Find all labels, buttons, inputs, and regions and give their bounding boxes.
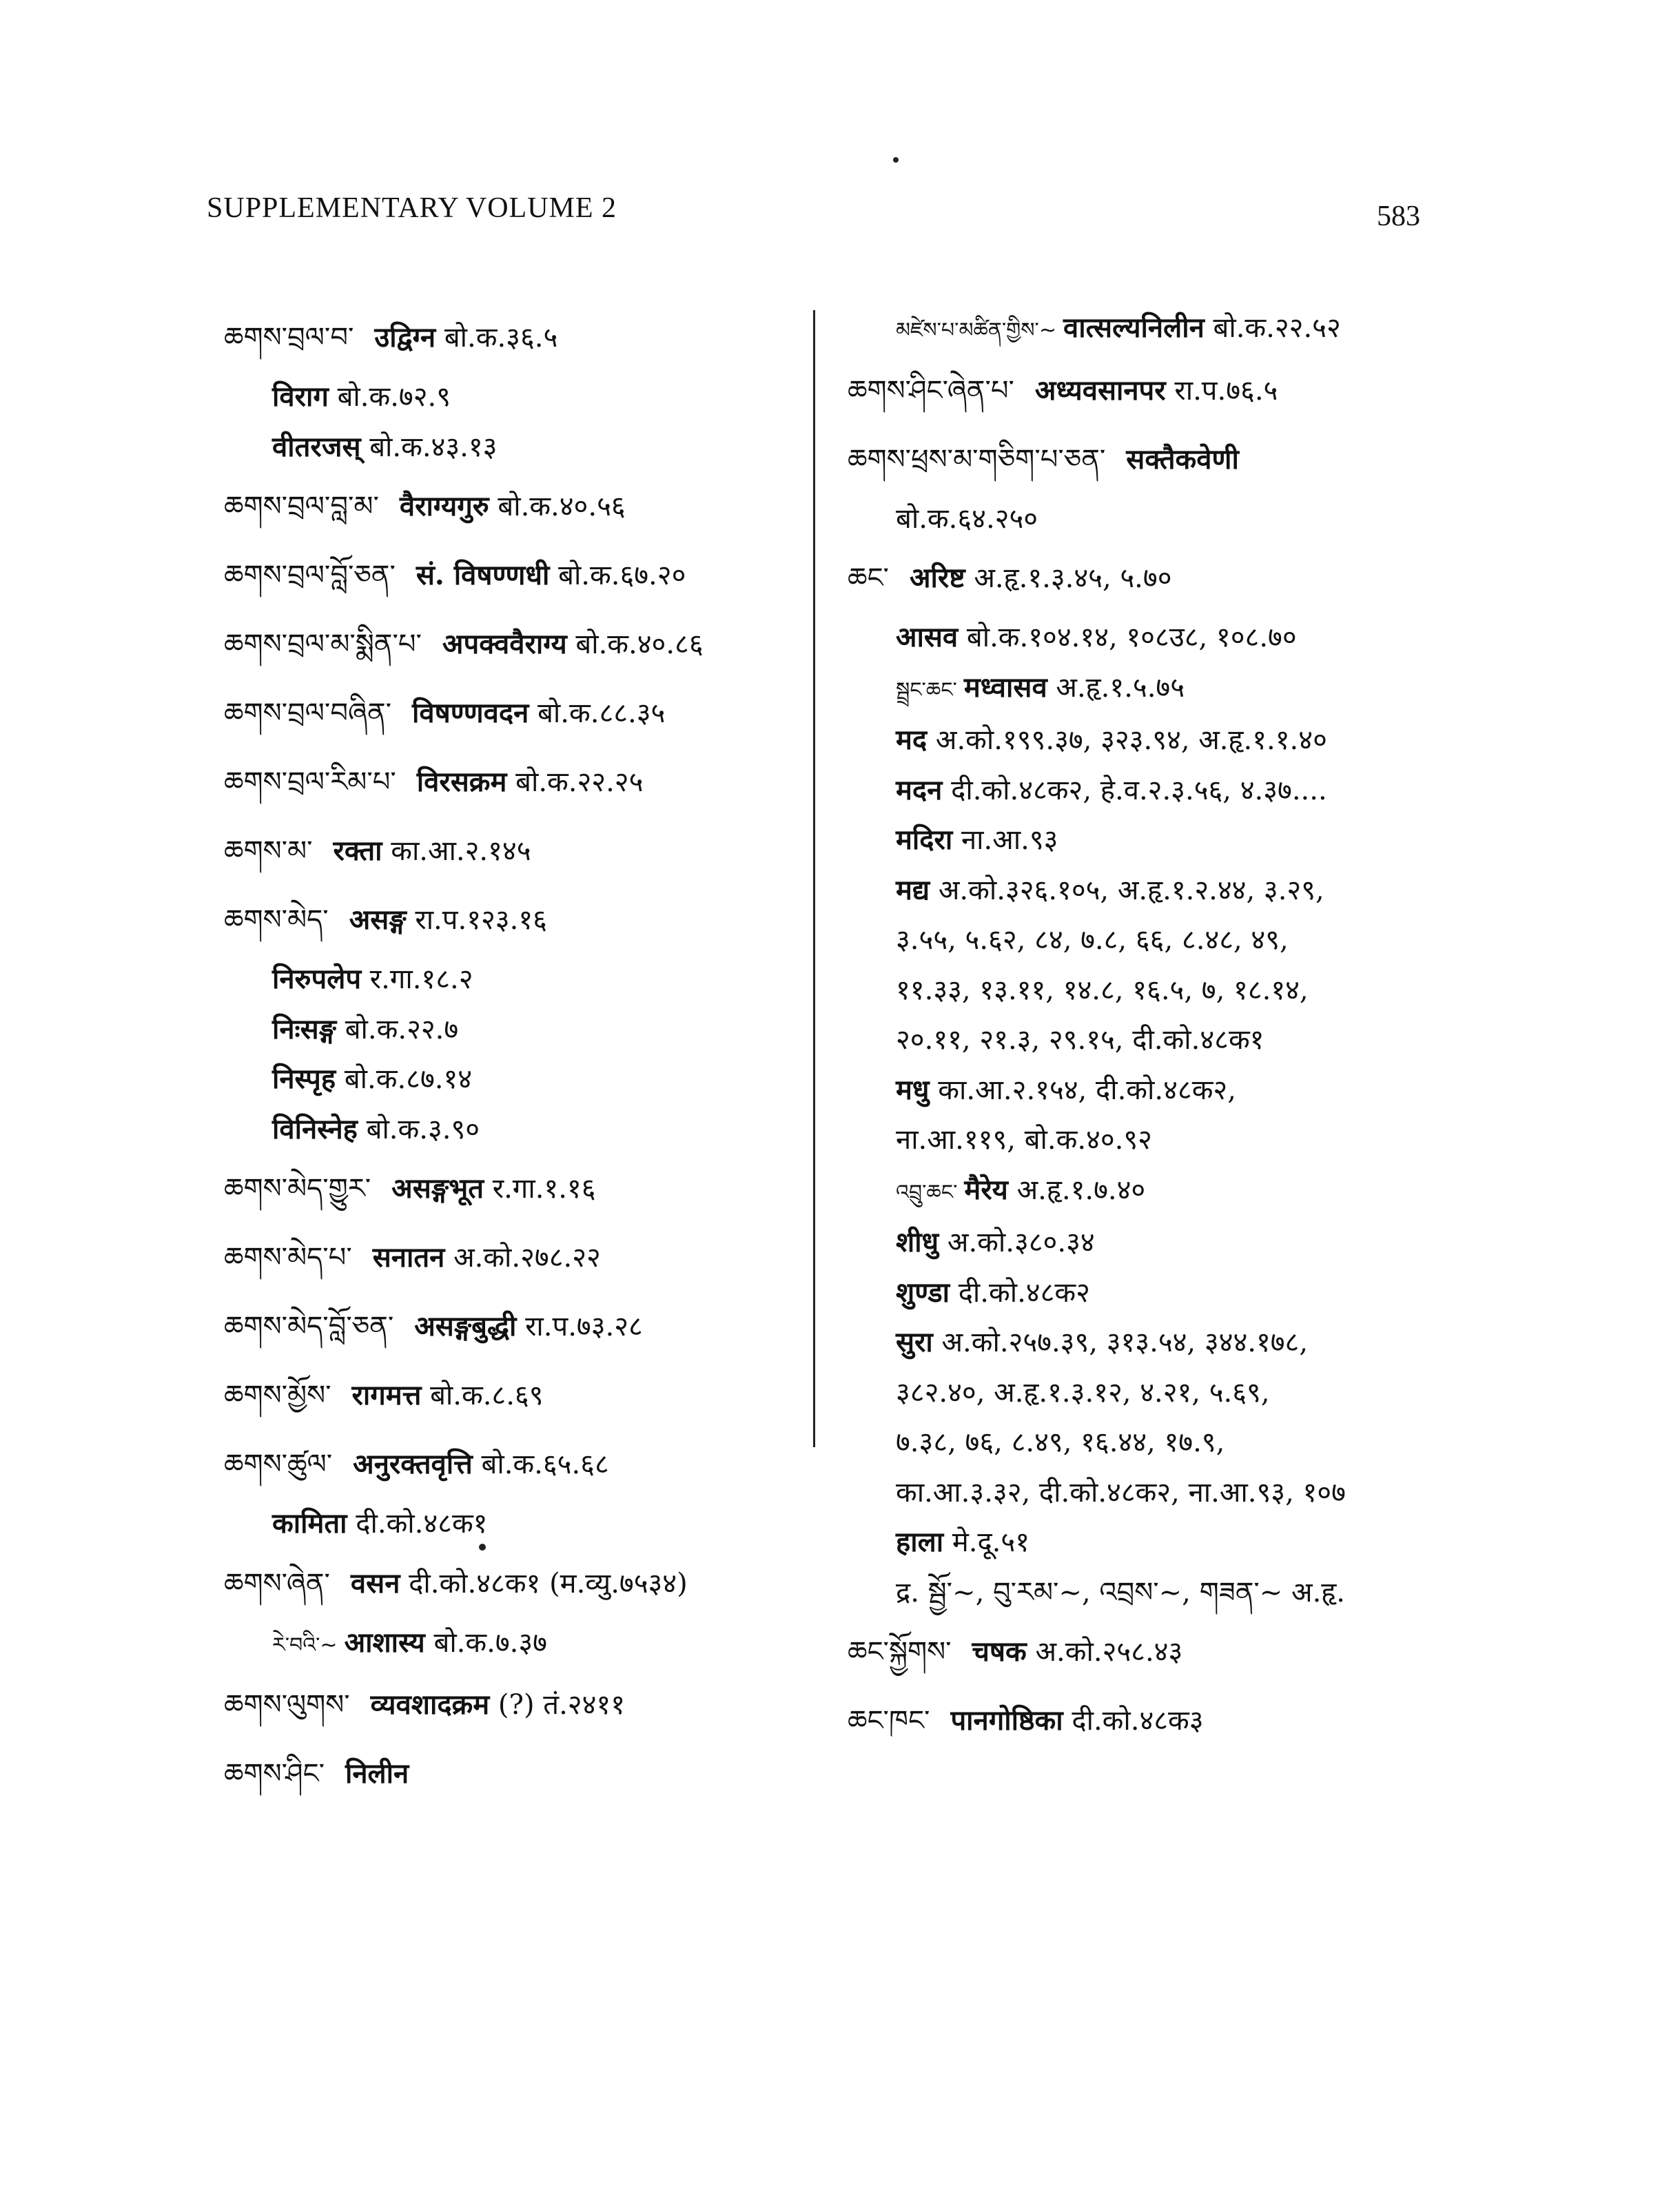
sanskrit-equivalent: हाला [896, 1526, 944, 1558]
dictionary-line [224, 1223, 803, 1292]
dictionary-line [848, 1065, 1468, 1116]
sanskrit-equivalent: वैराग्यगुरु [399, 490, 489, 522]
page-number: 583 [1377, 201, 1420, 232]
dictionary-line [848, 1268, 1468, 1318]
dictionary-line [224, 610, 803, 679]
tibetan-headword: ཆགས་བྲལ་བླ་མ་ [224, 491, 379, 522]
dictionary-line [224, 1430, 803, 1499]
dictionary-line [224, 1105, 803, 1155]
dictionary-line [224, 472, 803, 541]
source-reference: रा.प.७३.२८ [525, 1311, 643, 1342]
source-reference: दी.को.४८क३ [1072, 1705, 1204, 1737]
dictionary-line [848, 1617, 1468, 1686]
dictionary-line [848, 544, 1468, 613]
sanskrit-equivalent: मद [896, 724, 928, 756]
tibetan-headword: ཆགས་བྲལ་རིམ་པ་ [224, 766, 396, 798]
source-reference: बो.क.४३.१३ [369, 431, 498, 463]
ink-speck [893, 157, 899, 163]
tibetan-headword: ཆགས་མེད་གྱུར་ [224, 1173, 371, 1205]
sanskrit-equivalent: विषण्णवदन [412, 697, 529, 729]
tibetan-headword: ཆགས་མེད་ [224, 904, 329, 936]
dictionary-line [848, 1368, 1468, 1418]
dictionary-line [848, 866, 1468, 916]
sanskrit-equivalent: वात्सल्यनिलीन [1063, 311, 1205, 344]
right-column [848, 303, 1468, 1755]
tibetan-headword: ཆགས་བྲལ་མ་སྨིན་པ་ [224, 629, 422, 660]
sanskrit-equivalent: कामिता [272, 1507, 347, 1540]
source-reference: ना.आ.११९, बो.क.४०.९२ [896, 1124, 1152, 1156]
sanskrit-equivalent: असङ्गबुद्धी [414, 1310, 517, 1342]
source-reference: अ.को.२७८.२२ [453, 1242, 601, 1274]
tibetan-headword: ཆང་སྐྱོགས་ [848, 1636, 952, 1668]
sanskrit-equivalent: शीधु [896, 1226, 939, 1258]
sanskrit-equivalent: चषक [972, 1635, 1027, 1668]
source-reference: बो.क.१०४.१४, १०८उ८, १०८.७० [966, 622, 1297, 653]
source-reference: ३८२.४०, अ.हृ.१.३.१२, ४.२१, ५.६९, [896, 1376, 1270, 1409]
source-reference: बो.क.२२.५२ [1213, 312, 1341, 344]
tibetan-compound: རེ་བའི་~ [272, 1633, 338, 1657]
sanskrit-equivalent: विनिस्नेह [272, 1112, 358, 1145]
dictionary-line [848, 766, 1468, 816]
column-divider [813, 310, 815, 1447]
dictionary-line [224, 1618, 803, 1671]
tibetan-headword: ཆགས་ལུགས་ [224, 1689, 350, 1721]
source-reference: २०.११, २१.३, २९.१५, दी.को.४८क१ [896, 1024, 1264, 1056]
sanskrit-equivalent: पानगोष्ठिका [950, 1704, 1063, 1737]
tibetan-headword: ཆང་ [848, 562, 889, 594]
dictionary-line [224, 1670, 803, 1739]
sanskrit-equivalent: उद्विग्न [374, 321, 436, 354]
sanskrit-equivalent: व्यवशादक्रम [370, 1688, 490, 1721]
sanskrit-equivalent: अनुरक्तवृत्ति [353, 1448, 473, 1480]
tibetan-headword: ཆང་ཁང་ [848, 1705, 930, 1737]
dictionary-line [224, 303, 803, 372]
sanskrit-equivalent: आशास्य [344, 1626, 425, 1659]
dictionary-line [848, 1318, 1468, 1368]
tibetan-headword: ཆགས་བྲལ་བློ་ཅན་ [224, 560, 396, 591]
sanskrit-equivalent: शुण्डा [896, 1276, 950, 1309]
source-reference: बो.क.६५.६८ [481, 1449, 609, 1480]
dictionary-line [224, 679, 803, 748]
tibetan-headword: ཆགས་ཤིང་ [224, 1758, 325, 1790]
sanskrit-equivalent: अरिष्ट [909, 562, 965, 594]
source-reference: ७.३८, ७६, ८.४९, १६.४४, १७.९, [896, 1427, 1225, 1458]
dictionary-line [224, 748, 803, 817]
source-reference: र.गा.१८.२ [369, 963, 473, 995]
dictionary-line [848, 494, 1468, 544]
source-reference: बो.क.३.९० [366, 1113, 480, 1145]
tibetan-compound: མཛེས་པ་མཚིན་གྱིས་~ [896, 318, 1056, 343]
tibetan-headword: ཆགས་མ་ [224, 835, 313, 867]
sanskrit-equivalent: मध्वासव [963, 671, 1047, 704]
tibetan-headword: ཆགས་མེད་པ་ [224, 1242, 352, 1274]
sanskrit-equivalent: निस्पृह [272, 1063, 336, 1095]
sanskrit-equivalent: मदिरा [896, 824, 953, 856]
sanskrit-equivalent: अध्यवसानपर [1034, 374, 1166, 407]
source-reference: बो.क.४०.५६ [498, 491, 626, 522]
source-reference: बो.क.८७.१४ [344, 1063, 473, 1095]
sanskrit-equivalent: विरसक्रम [416, 766, 507, 798]
source-reference: अ.को.३८०.३४ [947, 1227, 1095, 1258]
dictionary-line [848, 1686, 1468, 1755]
dictionary-line [848, 815, 1468, 866]
tibetan-compound: འབྲུ་ཆང་ [896, 1180, 958, 1205]
dictionary-line [848, 1165, 1468, 1218]
dictionary-line [848, 1115, 1468, 1165]
sanskrit-equivalent: निलीन [345, 1757, 409, 1790]
source-reference: दी.को.४८क१ [356, 1508, 488, 1540]
dictionary-line [224, 372, 803, 422]
dictionary-line [848, 915, 1468, 965]
sanskrit-equivalent: मैरेय [964, 1173, 1008, 1206]
sanskrit-equivalent: रक्ता [333, 835, 382, 867]
dictionary-line [224, 422, 803, 473]
sanskrit-equivalent: असङ्गभूत [391, 1172, 484, 1205]
source-reference: बो.क.३६.५ [444, 322, 558, 354]
dictionary-line [224, 817, 803, 886]
source-reference: अ.को.३२६.१०५, अ.हृ.१.२.४४, ३.२९, [938, 874, 1324, 906]
sanskrit-equivalent: रागमत्त [351, 1379, 422, 1411]
dictionary-line [224, 1499, 803, 1549]
tibetan-headword: ཆགས་ཕྲས་མ་གཅིག་པ་ཅན་ [848, 443, 1106, 476]
source-reference: दी.को.४८क१ (म.व्यु.७५३४) [409, 1567, 688, 1600]
source-reference: दी.को.४८क२ [958, 1276, 1090, 1309]
dictionary-line [224, 886, 803, 954]
sanskrit-equivalent: अपक्ववैराग्य [442, 628, 567, 660]
dictionary-line [848, 663, 1468, 716]
dictionary-line [848, 356, 1468, 425]
dictionary-line [848, 1468, 1468, 1518]
sanskrit-equivalent: सक्तैकवेणी [1126, 442, 1239, 476]
dictionary-line [224, 1054, 803, 1105]
source-reference: बो.क.२२.२५ [515, 766, 644, 798]
dictionary-line [224, 1005, 803, 1055]
dictionary-line [224, 1361, 803, 1430]
dictionary-line [224, 1154, 803, 1223]
dictionary-line [848, 965, 1468, 1016]
sanskrit-equivalent: निःसङ्ग [272, 1012, 336, 1045]
source-reference: बो.क.७.३७ [433, 1626, 547, 1659]
sanskrit-equivalent: विराग [272, 380, 329, 413]
tibetan-headword: ཆགས་ཞེན་ [224, 1567, 330, 1600]
tibetan-headword: ཆགས་མེད་བློ་ཅན་ [224, 1311, 394, 1342]
source-reference: र.गा.१.१६ [492, 1173, 596, 1205]
source-reference: मे.दू.५१ [952, 1526, 1030, 1558]
dictionary-line [224, 1292, 803, 1361]
dictionary-line [848, 1568, 1468, 1618]
tibetan-headword: ཆགས་ཤིང་ཞེན་པ་ [848, 374, 1014, 407]
source-reference: बो.क.२२.७ [345, 1013, 459, 1045]
source-reference: अ.हृ.१.७.४० [1016, 1174, 1146, 1206]
tibetan-headword: ཆགས་བྲལ་བ་ [224, 322, 354, 354]
dictionary-line [224, 1739, 803, 1808]
tibetan-headword: ཆགས་མྱོས་ [224, 1380, 331, 1411]
source-reference: बो.क.८८.३५ [537, 697, 666, 729]
source-reference: रा.प.१२३.१६ [415, 904, 547, 936]
source-reference: द्र. སྦྱོ་~, བུ་རམ་~, འབྲས་~, གཟན་~ अ.हृ. [896, 1576, 1346, 1608]
dictionary-line [848, 303, 1468, 356]
dictionary-line [848, 1418, 1468, 1468]
sanskrit-equivalent: सुरा [896, 1326, 933, 1358]
source-reference: का.आ.३.३२, दी.को.४८क२, ना.आ.९३, १०७ [896, 1476, 1346, 1509]
sanskrit-equivalent: असङ्ग [349, 903, 407, 936]
source-reference: बो.क.७२.९ [337, 381, 451, 413]
tibetan-headword: ཆགས་ཚུལ་ [224, 1449, 333, 1480]
sanskrit-equivalent: मदन [896, 773, 943, 806]
sanskrit-equivalent: सं. विषण्णधी [416, 559, 550, 591]
source-reference: अ.को.२५८.४३ [1035, 1636, 1183, 1668]
source-reference: का.आ.२.१४५ [391, 835, 531, 867]
source-reference: बो.क.४०.८६ [575, 629, 704, 660]
sanskrit-equivalent: वीतरजस् [272, 430, 361, 463]
sanskrit-equivalent: आसव [896, 621, 959, 653]
source-reference: अ.हृ.१.५.७५ [1056, 671, 1185, 704]
sanskrit-equivalent: निरुपलेप [272, 963, 362, 995]
source-reference: अ.को.१९९.३७, ३२३.९४, अ.हृ.१.१.४० [935, 724, 1327, 756]
source-reference: अ.हृ.१.३.४५, ५.७० [974, 562, 1172, 594]
source-reference: दी.को.४८क२, हे.व.२.३.५६, ४.३७.... [951, 774, 1327, 806]
dictionary-line [848, 1015, 1468, 1065]
source-reference: बो.क.८.६९ [430, 1380, 544, 1411]
sanskrit-equivalent: मद्य [896, 873, 930, 906]
source-reference: ३.५५, ५.६२, ८४, ७.८, ६६, ८.४८, ४९, [896, 924, 1289, 956]
dictionary-line [848, 715, 1468, 766]
source-reference: रा.प.७६.५ [1174, 374, 1278, 407]
left-column [224, 303, 803, 1808]
ink-speck [479, 1544, 486, 1551]
sanskrit-equivalent: सनातन [372, 1241, 445, 1274]
source-reference: का.आ.२.१५४, दी.को.४८क२, [938, 1074, 1236, 1106]
source-reference: बो.क.६७.२० [558, 560, 686, 591]
source-reference: ११.३३, १३.११, १४.८, १६.५, ७, १८.१४, [896, 974, 1309, 1006]
dictionary-line [848, 1218, 1468, 1268]
source-reference: (?) तं.२४११ [498, 1689, 626, 1721]
dictionary-line [224, 541, 803, 610]
dictionary-line [224, 954, 803, 1005]
sanskrit-equivalent: मधु [896, 1073, 930, 1106]
dictionary-line [848, 425, 1468, 494]
source-reference: ना.आ.९३ [961, 824, 1058, 856]
sanskrit-equivalent: वसन [350, 1566, 400, 1600]
tibetan-compound: སྦྲང་ཆང་ [896, 677, 957, 702]
tibetan-headword: ཆགས་བྲལ་བཞིན་ [224, 697, 392, 729]
dictionary-line [848, 1518, 1468, 1568]
running-head: SUPPLEMENTARY VOLUME 2 [207, 192, 617, 224]
source-reference: अ.को.२५७.३९, ३१३.५४, ३४४.१७८, [941, 1327, 1309, 1358]
dictionary-line [848, 613, 1468, 663]
dictionary-line [224, 1549, 803, 1618]
source-reference: बो.क.६४.२५० [896, 502, 1038, 535]
